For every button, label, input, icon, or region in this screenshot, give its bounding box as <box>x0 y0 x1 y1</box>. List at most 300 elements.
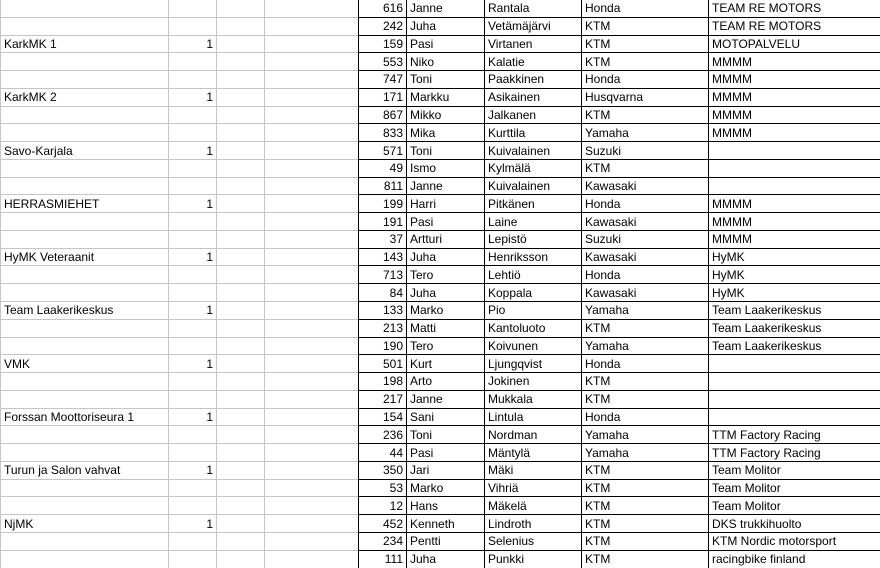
team-flag-cell[interactable]: 1 <box>169 195 217 213</box>
team-flag-cell[interactable] <box>169 319 217 337</box>
club-cell[interactable]: Team Laakerikeskus <box>709 319 880 337</box>
table-row <box>1 248 880 266</box>
club-cell[interactable] <box>709 177 880 195</box>
rider-number-cell[interactable]: 747 <box>359 71 407 89</box>
last-name-cell[interactable]: Jalkanen <box>485 106 582 124</box>
team-name-cell[interactable] <box>1 230 169 248</box>
first-name-cell[interactable]: Janne <box>407 177 485 195</box>
empty-cell[interactable] <box>217 515 265 533</box>
bike-cell[interactable]: Yamaha <box>582 302 709 320</box>
team-name-cell[interactable] <box>1 337 169 355</box>
table-row <box>1 35 880 53</box>
rider-number-cell[interactable]: 44 <box>359 444 407 462</box>
team-name-cell[interactable]: NjMK <box>1 515 169 533</box>
last-name-cell[interactable]: Rantala <box>485 0 582 17</box>
bike-cell[interactable]: KTM <box>582 390 709 408</box>
empty-cell[interactable] <box>217 319 265 337</box>
empty-cell[interactable] <box>265 266 359 284</box>
last-name-cell[interactable]: Pio <box>485 302 582 320</box>
last-name-cell[interactable]: Punkki <box>485 550 582 567</box>
empty-cell[interactable] <box>265 230 359 248</box>
bike-cell[interactable]: Honda <box>582 0 709 17</box>
empty-cell[interactable] <box>217 444 265 462</box>
empty-cell[interactable] <box>265 106 359 124</box>
team-name-cell[interactable]: KarkMK 1 <box>1 35 169 53</box>
first-name-cell[interactable]: Niko <box>407 53 485 71</box>
empty-cell[interactable] <box>217 88 265 106</box>
bike-cell[interactable]: KTM <box>582 515 709 533</box>
team-flag-cell[interactable]: 1 <box>169 515 217 533</box>
empty-cell[interactable] <box>265 408 359 426</box>
team-name-cell[interactable] <box>1 444 169 462</box>
team-flag-cell[interactable] <box>169 337 217 355</box>
rider-number-cell[interactable]: 53 <box>359 479 407 497</box>
rider-number-cell[interactable]: 713 <box>359 266 407 284</box>
last-name-cell[interactable]: Mäki <box>485 461 582 479</box>
rider-number-cell[interactable]: 199 <box>359 195 407 213</box>
team-flag-cell[interactable] <box>169 497 217 515</box>
club-cell[interactable]: TTM Factory Racing <box>709 444 880 462</box>
team-name-cell[interactable]: Turun ja Salon vahvat <box>1 461 169 479</box>
team-flag-cell[interactable] <box>169 373 217 391</box>
club-cell[interactable]: TTM Factory Racing <box>709 426 880 444</box>
empty-cell[interactable] <box>217 532 265 550</box>
empty-cell[interactable] <box>265 71 359 89</box>
team-flag-cell[interactable]: 1 <box>169 248 217 266</box>
last-name-cell[interactable]: Mäntylä <box>485 444 582 462</box>
first-name-cell[interactable]: Pasi <box>407 213 485 231</box>
last-name-cell[interactable]: Mukkala <box>485 390 582 408</box>
empty-cell[interactable] <box>217 230 265 248</box>
club-cell[interactable]: KTM Nordic motorsport <box>709 532 880 550</box>
last-name-cell[interactable]: Ljungqvist <box>485 355 582 373</box>
table-row <box>1 319 880 337</box>
rider-number-cell[interactable]: 833 <box>359 124 407 142</box>
first-name-cell[interactable]: Arto <box>407 373 485 391</box>
rider-number-cell[interactable]: 234 <box>359 532 407 550</box>
rider-number-cell[interactable]: 49 <box>359 159 407 177</box>
team-flag-cell[interactable]: 1 <box>169 35 217 53</box>
empty-cell[interactable] <box>217 17 265 35</box>
last-name-cell[interactable]: Paakkinen <box>485 71 582 89</box>
table-row <box>1 142 880 160</box>
empty-cell[interactable] <box>217 337 265 355</box>
team-flag-cell[interactable]: 1 <box>169 461 217 479</box>
first-name-cell[interactable]: Kenneth <box>407 515 485 533</box>
empty-cell[interactable] <box>265 497 359 515</box>
team-flag-cell[interactable]: 1 <box>169 142 217 160</box>
rider-number-cell[interactable]: 867 <box>359 106 407 124</box>
first-name-cell[interactable]: Tero <box>407 337 485 355</box>
rider-number-cell[interactable]: 171 <box>359 88 407 106</box>
last-name-cell[interactable]: Pitkänen <box>485 195 582 213</box>
last-name-cell[interactable]: Kalatie <box>485 53 582 71</box>
empty-cell[interactable] <box>217 408 265 426</box>
team-flag-cell[interactable]: 1 <box>169 408 217 426</box>
first-name-cell[interactable]: Markku <box>407 88 485 106</box>
empty-cell[interactable] <box>217 53 265 71</box>
team-name-cell[interactable] <box>1 550 169 567</box>
last-name-cell[interactable]: Lehtiö <box>485 266 582 284</box>
last-name-cell[interactable]: Henriksson <box>485 248 582 266</box>
bike-cell[interactable]: Honda <box>582 355 709 373</box>
empty-cell[interactable] <box>217 35 265 53</box>
last-name-cell[interactable]: Laine <box>485 213 582 231</box>
table-row <box>1 230 880 248</box>
first-name-cell[interactable]: Juha <box>407 550 485 567</box>
rider-number-cell[interactable]: 616 <box>359 0 407 17</box>
table-row <box>1 515 880 533</box>
team-name-cell[interactable]: Savo-Karjala <box>1 142 169 160</box>
bike-cell[interactable]: Yamaha <box>582 337 709 355</box>
rider-number-cell[interactable]: 236 <box>359 426 407 444</box>
club-cell[interactable]: MMMM <box>709 230 880 248</box>
bike-cell[interactable]: KTM <box>582 550 709 567</box>
rider-number-cell[interactable]: 133 <box>359 302 407 320</box>
club-cell[interactable]: HyMK <box>709 284 880 302</box>
empty-cell[interactable] <box>217 213 265 231</box>
team-flag-cell[interactable] <box>169 390 217 408</box>
team-name-cell[interactable] <box>1 497 169 515</box>
table-row <box>1 106 880 124</box>
rider-number-cell[interactable]: 452 <box>359 515 407 533</box>
first-name-cell[interactable]: Juha <box>407 284 485 302</box>
empty-cell[interactable] <box>217 124 265 142</box>
team-flag-cell[interactable] <box>169 53 217 71</box>
first-name-cell[interactable]: Juha <box>407 17 485 35</box>
club-cell[interactable]: HyMK <box>709 266 880 284</box>
empty-cell[interactable] <box>217 355 265 373</box>
bike-cell[interactable]: Kawasaki <box>582 213 709 231</box>
empty-cell[interactable] <box>265 390 359 408</box>
team-flag-cell[interactable] <box>169 124 217 142</box>
last-name-cell[interactable]: Vetämäjärvi <box>485 17 582 35</box>
rider-number-cell[interactable]: 37 <box>359 230 407 248</box>
first-name-cell[interactable]: Artturi <box>407 230 485 248</box>
club-cell[interactable]: MMMM <box>709 213 880 231</box>
bike-cell[interactable]: Honda <box>582 408 709 426</box>
team-flag-cell[interactable]: 1 <box>169 88 217 106</box>
bike-cell[interactable]: Husqvarna <box>582 88 709 106</box>
empty-cell[interactable] <box>217 461 265 479</box>
table-row <box>1 0 880 17</box>
last-name-cell[interactable]: Kantoluoto <box>485 319 582 337</box>
bike-cell[interactable]: Honda <box>582 71 709 89</box>
rider-number-cell[interactable]: 217 <box>359 390 407 408</box>
team-flag-cell[interactable] <box>169 0 217 17</box>
first-name-cell[interactable]: Kurt <box>407 355 485 373</box>
team-name-cell[interactable] <box>1 177 169 195</box>
rider-number-cell[interactable]: 143 <box>359 248 407 266</box>
team-flag-cell[interactable] <box>169 479 217 497</box>
first-name-cell[interactable]: Pasi <box>407 444 485 462</box>
empty-cell[interactable] <box>265 142 359 160</box>
first-name-cell[interactable]: Tero <box>407 266 485 284</box>
first-name-cell[interactable]: Pentti <box>407 532 485 550</box>
team-name-cell[interactable]: VMK <box>1 355 169 373</box>
club-cell[interactable] <box>709 373 880 391</box>
club-cell[interactable] <box>709 355 880 373</box>
bike-cell[interactable]: KTM <box>582 479 709 497</box>
club-cell[interactable]: MMMM <box>709 71 880 89</box>
empty-cell[interactable] <box>217 195 265 213</box>
first-name-cell[interactable]: Toni <box>407 71 485 89</box>
last-name-cell[interactable]: Vihriä <box>485 479 582 497</box>
empty-cell[interactable] <box>265 515 359 533</box>
team-name-cell[interactable] <box>1 53 169 71</box>
club-cell[interactable]: TEAM RE MOTORS <box>709 17 880 35</box>
team-name-cell[interactable] <box>1 266 169 284</box>
rider-number-cell[interactable]: 198 <box>359 373 407 391</box>
empty-cell[interactable] <box>265 444 359 462</box>
empty-cell[interactable] <box>217 550 265 567</box>
club-cell[interactable]: racingbike finland <box>709 550 880 567</box>
empty-cell[interactable] <box>217 390 265 408</box>
empty-cell[interactable] <box>265 319 359 337</box>
empty-cell[interactable] <box>217 266 265 284</box>
bike-cell[interactable]: KTM <box>582 532 709 550</box>
team-name-cell[interactable] <box>1 373 169 391</box>
last-name-cell[interactable]: Kylmälä <box>485 159 582 177</box>
team-flag-cell[interactable] <box>169 426 217 444</box>
club-cell[interactable]: DKS trukkihuolto <box>709 515 880 533</box>
empty-cell[interactable] <box>265 53 359 71</box>
first-name-cell[interactable]: Juha <box>407 248 485 266</box>
empty-cell[interactable] <box>217 142 265 160</box>
bike-cell[interactable]: KTM <box>582 319 709 337</box>
empty-cell[interactable] <box>217 479 265 497</box>
club-cell[interactable]: MMMM <box>709 53 880 71</box>
first-name-cell[interactable]: Harri <box>407 195 485 213</box>
last-name-cell[interactable]: Virtanen <box>485 35 582 53</box>
bike-cell[interactable]: Honda <box>582 266 709 284</box>
bike-cell[interactable]: KTM <box>582 53 709 71</box>
empty-cell[interactable] <box>265 124 359 142</box>
bike-cell[interactable]: KTM <box>582 461 709 479</box>
club-cell[interactable]: MMMM <box>709 124 880 142</box>
rider-number-cell[interactable]: 159 <box>359 35 407 53</box>
club-cell[interactable] <box>709 390 880 408</box>
team-flag-cell[interactable] <box>169 230 217 248</box>
first-name-cell[interactable]: Ismo <box>407 159 485 177</box>
bike-cell[interactable]: KTM <box>582 497 709 515</box>
first-name-cell[interactable]: Pasi <box>407 35 485 53</box>
bike-cell[interactable]: Honda <box>582 195 709 213</box>
empty-cell[interactable] <box>217 284 265 302</box>
team-name-cell[interactable]: HERRASMIEHET <box>1 195 169 213</box>
rider-number-cell[interactable]: 242 <box>359 17 407 35</box>
empty-cell[interactable] <box>217 159 265 177</box>
first-name-cell[interactable]: Toni <box>407 426 485 444</box>
club-cell[interactable]: Team Laakerikeskus <box>709 337 880 355</box>
last-name-cell[interactable]: Selenius <box>485 532 582 550</box>
team-name-cell[interactable]: Team Laakerikeskus <box>1 302 169 320</box>
team-name-cell[interactable] <box>1 159 169 177</box>
team-name-cell[interactable] <box>1 0 169 17</box>
bike-cell[interactable]: Suzuki <box>582 230 709 248</box>
empty-cell[interactable] <box>217 177 265 195</box>
team-name-cell[interactable]: Forssan Moottoriseura 1 <box>1 408 169 426</box>
club-cell[interactable] <box>709 408 880 426</box>
rider-number-cell[interactable]: 553 <box>359 53 407 71</box>
empty-cell[interactable] <box>265 479 359 497</box>
bike-cell[interactable]: KTM <box>582 106 709 124</box>
bike-cell[interactable]: Kawasaki <box>582 248 709 266</box>
first-name-cell[interactable]: Hans <box>407 497 485 515</box>
first-name-cell[interactable]: Mika <box>407 124 485 142</box>
first-name-cell[interactable]: Sani <box>407 408 485 426</box>
first-name-cell[interactable]: Jari <box>407 461 485 479</box>
club-cell[interactable]: Team Laakerikeskus <box>709 302 880 320</box>
bike-cell[interactable]: Kawasaki <box>582 284 709 302</box>
last-name-cell[interactable]: Lintula <box>485 408 582 426</box>
rider-number-cell[interactable]: 501 <box>359 355 407 373</box>
empty-cell[interactable] <box>265 88 359 106</box>
empty-cell[interactable] <box>265 532 359 550</box>
empty-cell[interactable] <box>217 248 265 266</box>
empty-cell[interactable] <box>265 213 359 231</box>
empty-cell[interactable] <box>265 337 359 355</box>
club-cell[interactable]: MMMM <box>709 88 880 106</box>
empty-cell[interactable] <box>217 426 265 444</box>
empty-cell[interactable] <box>265 461 359 479</box>
team-flag-cell[interactable] <box>169 106 217 124</box>
rider-number-cell[interactable]: 12 <box>359 497 407 515</box>
bike-cell[interactable]: Yamaha <box>582 444 709 462</box>
team-name-cell[interactable] <box>1 17 169 35</box>
empty-cell[interactable] <box>265 159 359 177</box>
empty-cell[interactable] <box>217 373 265 391</box>
table-row <box>1 390 880 408</box>
team-flag-cell[interactable] <box>169 213 217 231</box>
empty-cell[interactable] <box>265 284 359 302</box>
club-cell[interactable]: Team Molitor <box>709 479 880 497</box>
club-cell[interactable]: Team Molitor <box>709 461 880 479</box>
team-name-cell[interactable] <box>1 106 169 124</box>
table-row <box>1 71 880 89</box>
empty-cell[interactable] <box>265 302 359 320</box>
empty-cell[interactable] <box>265 426 359 444</box>
team-name-cell[interactable]: HyMK Veteraanit <box>1 248 169 266</box>
team-name-cell[interactable] <box>1 124 169 142</box>
last-name-cell[interactable]: Kuivalainen <box>485 177 582 195</box>
bike-cell[interactable]: KTM <box>582 17 709 35</box>
team-name-cell[interactable] <box>1 71 169 89</box>
club-cell[interactable]: HyMK <box>709 248 880 266</box>
empty-cell[interactable] <box>265 373 359 391</box>
empty-cell[interactable] <box>265 248 359 266</box>
bike-cell[interactable]: Kawasaki <box>582 177 709 195</box>
team-flag-cell[interactable] <box>169 177 217 195</box>
team-flag-cell[interactable] <box>169 17 217 35</box>
team-flag-cell[interactable] <box>169 159 217 177</box>
empty-cell[interactable] <box>217 0 265 17</box>
bike-cell[interactable]: Yamaha <box>582 426 709 444</box>
rider-number-cell[interactable]: 571 <box>359 142 407 160</box>
club-cell[interactable]: MOTOPALVELU <box>709 35 880 53</box>
rider-number-cell[interactable]: 190 <box>359 337 407 355</box>
empty-cell[interactable] <box>265 17 359 35</box>
last-name-cell[interactable]: Jokinen <box>485 373 582 391</box>
empty-cell[interactable] <box>217 497 265 515</box>
last-name-cell[interactable]: Nordman <box>485 426 582 444</box>
empty-cell[interactable] <box>265 177 359 195</box>
club-cell[interactable]: TEAM RE MOTORS <box>709 0 880 17</box>
team-flag-cell[interactable] <box>169 550 217 567</box>
bike-cell[interactable]: KTM <box>582 35 709 53</box>
rider-number-cell[interactable]: 111 <box>359 550 407 567</box>
empty-cell[interactable] <box>265 35 359 53</box>
club-cell[interactable]: MMMM <box>709 195 880 213</box>
team-name-cell[interactable] <box>1 390 169 408</box>
bike-cell[interactable]: KTM <box>582 373 709 391</box>
club-cell[interactable] <box>709 142 880 160</box>
last-name-cell[interactable]: Koppala <box>485 284 582 302</box>
empty-cell[interactable] <box>265 355 359 373</box>
rider-number-cell[interactable]: 811 <box>359 177 407 195</box>
team-name-cell[interactable] <box>1 213 169 231</box>
empty-cell[interactable] <box>217 302 265 320</box>
team-name-cell[interactable] <box>1 532 169 550</box>
rider-number-cell[interactable]: 84 <box>359 284 407 302</box>
first-name-cell[interactable]: Matti <box>407 319 485 337</box>
empty-cell[interactable] <box>265 0 359 17</box>
last-name-cell[interactable]: Asikainen <box>485 88 582 106</box>
team-name-cell[interactable] <box>1 319 169 337</box>
team-flag-cell[interactable]: 1 <box>169 302 217 320</box>
rider-number-cell[interactable]: 213 <box>359 319 407 337</box>
club-cell[interactable]: Team Molitor <box>709 497 880 515</box>
bike-cell[interactable]: Yamaha <box>582 124 709 142</box>
table-row <box>1 355 880 373</box>
team-flag-cell[interactable] <box>169 284 217 302</box>
first-name-cell[interactable]: Janne <box>407 390 485 408</box>
team-name-cell[interactable] <box>1 284 169 302</box>
team-name-cell[interactable] <box>1 426 169 444</box>
last-name-cell[interactable]: Lepistö <box>485 230 582 248</box>
last-name-cell[interactable]: Lindroth <box>485 515 582 533</box>
team-flag-cell[interactable] <box>169 444 217 462</box>
bike-cell[interactable]: KTM <box>582 159 709 177</box>
first-name-cell[interactable]: Toni <box>407 142 485 160</box>
empty-cell[interactable] <box>217 71 265 89</box>
club-cell[interactable] <box>709 159 880 177</box>
first-name-cell[interactable]: Janne <box>407 0 485 17</box>
first-name-cell[interactable]: Mikko <box>407 106 485 124</box>
team-flag-cell[interactable] <box>169 266 217 284</box>
table-row <box>1 461 880 479</box>
empty-cell[interactable] <box>217 106 265 124</box>
rider-number-cell[interactable]: 350 <box>359 461 407 479</box>
rider-number-cell[interactable]: 154 <box>359 408 407 426</box>
club-cell[interactable]: MMMM <box>709 106 880 124</box>
first-name-cell[interactable]: Marko <box>407 302 485 320</box>
first-name-cell[interactable]: Marko <box>407 479 485 497</box>
bike-cell[interactable]: Suzuki <box>582 142 709 160</box>
team-flag-cell[interactable] <box>169 71 217 89</box>
last-name-cell[interactable]: Kurttila <box>485 124 582 142</box>
last-name-cell[interactable]: Kuivalainen <box>485 142 582 160</box>
last-name-cell[interactable]: Mäkelä <box>485 497 582 515</box>
team-flag-cell[interactable]: 1 <box>169 355 217 373</box>
rider-number-cell[interactable]: 191 <box>359 213 407 231</box>
team-name-cell[interactable] <box>1 479 169 497</box>
empty-cell[interactable] <box>265 195 359 213</box>
empty-cell[interactable] <box>265 550 359 567</box>
last-name-cell[interactable]: Koivunen <box>485 337 582 355</box>
team-name-cell[interactable]: KarkMK 2 <box>1 88 169 106</box>
team-flag-cell[interactable] <box>169 532 217 550</box>
